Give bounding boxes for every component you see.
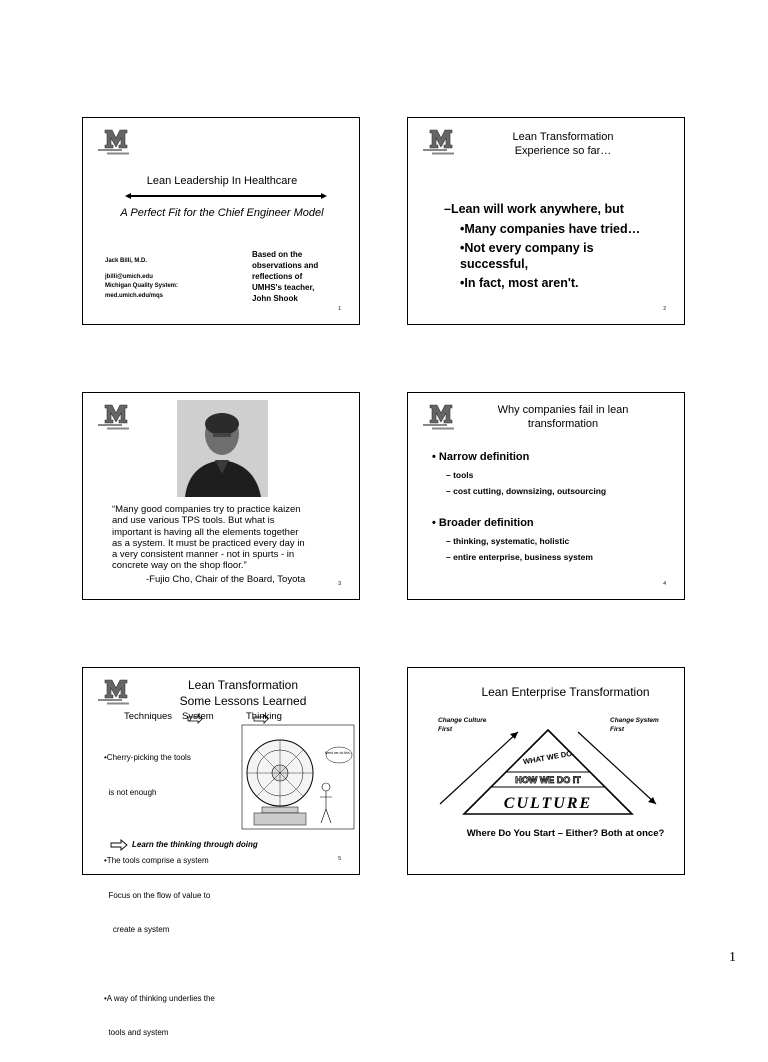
slide-question: Where Do You Start – Either? Both at once? — [466, 828, 665, 839]
university-logo — [97, 403, 135, 433]
slide-4 — [407, 392, 685, 600]
university-logo — [422, 128, 460, 158]
quote-text: “Many good companies try to practice kaizen and use various TPS tools. But what is important is having all the elements together as a system. It must be practiced every day in a very consistent manner - not in spurts - in concrete way on the shop floor.” — [112, 504, 305, 572]
wheel-illustration — [242, 725, 354, 829]
slide-5 — [82, 667, 360, 1037]
slide-6 — [407, 667, 685, 875]
divider-arrow — [125, 192, 327, 200]
pyramid-middle-label: HOW WE DO IT — [515, 775, 581, 785]
slide-title: Lean Enterprise Transformation — [481, 685, 650, 699]
bullet-list: •Cherry-picking the tools is not enough •The tools comprise a system Focus on the flow of value to create a system •A way of thinking underlies the tools and system — [104, 753, 215, 1037]
slide-footer: Learn the thinking through doing — [132, 840, 258, 849]
slide-title: Why companies fail in lean transformation — [497, 404, 629, 430]
bullet-list: •Many companies have tried… •Not every company is successful, •In fact, most aren't. — [460, 222, 641, 290]
pyramid-diagram — [438, 726, 658, 818]
slide-number: 3 — [338, 581, 341, 587]
slide-number: 4 — [663, 581, 666, 587]
right-label: Change System First — [610, 717, 659, 733]
label-thinking: Thinking — [246, 711, 282, 722]
arrow-icon — [186, 714, 272, 724]
speech-bubble: Need we do this… — [324, 751, 354, 755]
quote-attribution: -Fujio Cho, Chair of the Board, Toyota — [146, 574, 306, 585]
reflection-note: Based on the observations and reflections of UMHS's teacher, John Shook — [252, 250, 319, 303]
university-logo — [97, 128, 135, 158]
pyramid-top-label: WHAT WE DO — [522, 748, 573, 767]
slide-number: 5 — [338, 856, 341, 862]
slide-2 — [407, 117, 685, 325]
left-label: Change Culture First — [438, 717, 487, 733]
portrait-photo — [177, 400, 268, 497]
slide-subtitle: A Perfect Fit for the Chief Engineer Model — [120, 207, 324, 219]
section-narrow: • Narrow definition — [432, 451, 530, 463]
slide-title: Lean Transformation Experience so far… — [512, 131, 614, 157]
slide-title: Lean Leadership In Healthcare — [146, 175, 298, 187]
slide-1 — [82, 117, 360, 325]
pyramid-base-label: CULTURE — [503, 795, 593, 812]
narrow-items: – tools – cost cutting, downsizing, outsourcing — [446, 470, 607, 496]
page-number: 1 — [729, 950, 736, 965]
university-logo — [97, 678, 135, 708]
broader-items: – thinking, systematic, holistic – entire enterprise, business system — [446, 536, 593, 562]
slide-number: 2 — [663, 306, 666, 312]
main-point: –Lean will work anywhere, but — [444, 202, 624, 216]
slide-number: 1 — [338, 306, 341, 312]
slide-title: Lean Transformation Some Lessons Learned — [179, 678, 307, 708]
label-system: System — [182, 711, 214, 722]
label-techniques: Techniques — [124, 711, 173, 722]
author-block: Jack Billi, M.D. jbilli@umich.edu Michigan Quality System: med.umich.edu/mqs — [105, 258, 179, 299]
arrow-icon — [110, 839, 130, 851]
slide-3 — [82, 392, 360, 600]
section-broader: • Broader definition — [432, 517, 534, 529]
university-logo — [422, 403, 460, 433]
